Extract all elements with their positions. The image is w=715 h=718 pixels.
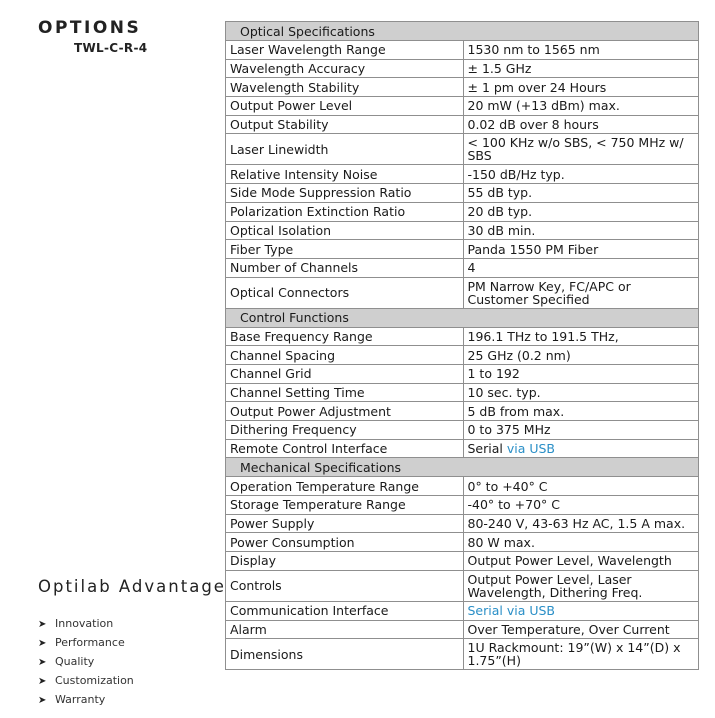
spec-label: Polarization Extinction Ratio: [226, 202, 464, 221]
spec-value: [463, 601, 699, 620]
spec-value-text: ± 1.5 GHz: [467, 61, 532, 77]
table-row: [226, 59, 699, 78]
spec-value-text: 0.02 dB over 8 hours: [467, 117, 599, 133]
spec-value: [463, 221, 699, 240]
table-row: [226, 115, 699, 134]
table-row: [226, 421, 699, 440]
spec-value: [463, 439, 699, 458]
table-row: [226, 78, 699, 97]
specifications-table: [225, 21, 699, 670]
spec-value-text: 5 dB from max.: [467, 403, 565, 419]
spec-value-text: -40° to +70° C: [467, 497, 560, 513]
table-row: [226, 134, 699, 165]
spec-value: [463, 346, 699, 365]
table-row: [226, 327, 699, 346]
table-row: [226, 570, 699, 601]
spec-value: [463, 402, 699, 421]
spec-value-text: 30 dB min.: [467, 222, 536, 238]
advantage-item: ➤ Warranty: [38, 690, 134, 709]
spec-label: Channel Grid: [226, 364, 464, 383]
table-row: [226, 439, 699, 458]
spec-value: [463, 533, 699, 552]
spec-value-text: 80 W max.: [467, 534, 535, 550]
spec-value-text: 4: [467, 260, 476, 276]
spec-value: [463, 184, 699, 203]
spec-value: [463, 134, 699, 165]
table-row: [226, 165, 699, 184]
spec-value: [463, 78, 699, 97]
section-header: [226, 458, 699, 477]
spec-label: Communication Interface: [226, 601, 464, 620]
spec-value-text: Over Temperature, Over Current: [467, 621, 670, 637]
spec-label: Power Supply: [226, 514, 464, 533]
spec-value-text: 1530 nm to 1565 nm: [467, 42, 600, 58]
spec-label: Output Power Level: [226, 97, 464, 116]
table-row: [226, 277, 699, 308]
spec-value: [463, 364, 699, 383]
spec-label: Wavelength Stability: [226, 78, 464, 97]
spec-label: Power Consumption: [226, 533, 464, 552]
spec-value-text: Output Power Level, Wavelength: [467, 553, 672, 569]
table-row: [226, 383, 699, 402]
spec-value-text: Panda 1550 PM Fiber: [467, 241, 599, 257]
arrow-icon: ➤: [38, 638, 47, 649]
spec-value: [463, 115, 699, 134]
advantage-item: ➤ Customization: [38, 671, 134, 690]
spec-label: Dithering Frequency: [226, 421, 464, 440]
arrow-icon: ➤: [38, 619, 47, 630]
spec-value-text: 55 dB typ.: [467, 185, 533, 201]
spec-value-text: 20 dB typ.: [467, 204, 533, 220]
table-row: [226, 221, 699, 240]
spec-value-text: 196.1 THz to 191.5 THz,: [467, 328, 619, 344]
spec-label: Laser Linewidth: [226, 134, 464, 165]
spec-value: [463, 477, 699, 496]
section-title: Optical Specifications: [226, 22, 699, 41]
table-row: [226, 514, 699, 533]
spec-label: Operation Temperature Range: [226, 477, 464, 496]
advantage-list: [38, 614, 134, 709]
spec-label: Output Power Adjustment: [226, 402, 464, 421]
spec-value: [463, 421, 699, 440]
section-title: Mechanical Specifications: [226, 458, 699, 477]
table-row: [226, 364, 699, 383]
spec-value-text: 10 sec. typ.: [467, 384, 541, 400]
usb-link[interactable]: via USB: [506, 441, 556, 457]
table-row: [226, 184, 699, 203]
advantage-item: ➤ Quality: [38, 652, 134, 671]
options-block: [38, 18, 223, 55]
spec-label: Optical Isolation: [226, 221, 464, 240]
spec-label: Laser Wavelength Range: [226, 41, 464, 60]
usb-link[interactable]: Serial via USB: [467, 603, 556, 619]
spec-label: Display: [226, 552, 464, 571]
spec-label: Base Frequency Range: [226, 327, 464, 346]
spec-value: [463, 570, 699, 601]
spec-value: [463, 639, 699, 670]
spec-value-text: 0° to +40° C: [467, 478, 548, 494]
table-row: [226, 202, 699, 221]
spec-value-text: -150 dB/Hz typ.: [467, 166, 565, 182]
spec-label: Output Stability: [226, 115, 464, 134]
spec-label: Channel Spacing: [226, 346, 464, 365]
table-row: [226, 601, 699, 620]
section-header: [226, 308, 699, 327]
spec-value: [463, 41, 699, 60]
spec-label: Wavelength Accuracy: [226, 59, 464, 78]
table-row: [226, 258, 699, 277]
spec-value-text: PM Narrow Key, FC/APC or Customer Specified: [467, 278, 635, 307]
arrow-icon: ➤: [38, 695, 47, 706]
spec-value-text: 1 to 192: [467, 366, 520, 382]
spec-value: [463, 97, 699, 116]
table-row: [226, 639, 699, 670]
table-row: [226, 533, 699, 552]
table-row: [226, 240, 699, 259]
spec-label: Fiber Type: [226, 240, 464, 259]
advantage-item: ➤ Innovation: [38, 614, 134, 633]
spec-value: [463, 202, 699, 221]
options-title: OPTIONS: [38, 18, 142, 38]
spec-value: [463, 620, 699, 639]
table-row: [226, 346, 699, 365]
spec-value: [463, 514, 699, 533]
spec-value: [463, 59, 699, 78]
advantage-title: Optilab Advantage: [38, 577, 226, 596]
table-row: [226, 552, 699, 571]
spec-label: Storage Temperature Range: [226, 496, 464, 515]
spec-value: [463, 383, 699, 402]
table-row: [226, 620, 699, 639]
spec-value-text: Output Power Level, Laser Wavelength, Dithering Freq.: [467, 571, 643, 600]
spec-value: [463, 240, 699, 259]
spec-label: Controls: [226, 570, 464, 601]
table-row: [226, 41, 699, 60]
spec-value: [463, 165, 699, 184]
spec-value-text: 0 to 375 MHz: [467, 422, 551, 438]
spec-label: Remote Control Interface: [226, 439, 464, 458]
spec-label: Relative Intensity Noise: [226, 165, 464, 184]
spec-value: [463, 496, 699, 515]
spec-label: Optical Connectors: [226, 277, 464, 308]
spec-value-text: Serial: [467, 441, 507, 457]
section-header: [226, 22, 699, 41]
spec-value-text: 80-240 V, 43-63 Hz AC, 1.5 A max.: [467, 516, 686, 532]
spec-value: [463, 327, 699, 346]
spec-label: Dimensions: [226, 639, 464, 670]
spec-label: Channel Setting Time: [226, 383, 464, 402]
arrow-icon: ➤: [38, 676, 47, 687]
spec-value-text: ± 1 pm over 24 Hours: [467, 79, 607, 95]
table-row: [226, 496, 699, 515]
spec-value-text: 25 GHz (0.2 nm): [467, 347, 571, 363]
arrow-icon: ➤: [38, 657, 47, 668]
spec-value: [463, 277, 699, 308]
advantage-item: ➤ Performance: [38, 633, 134, 652]
model-number: TWL-C-R-4: [74, 41, 148, 55]
spec-value-text: < 100 KHz w/o SBS, < 750 MHz w/ SBS: [467, 135, 688, 164]
spec-value: [463, 552, 699, 571]
table-row: [226, 477, 699, 496]
spec-label: Side Mode Suppression Ratio: [226, 184, 464, 203]
spec-value-text: 20 mW (+13 dBm) max.: [467, 98, 620, 114]
spec-value-text: 1U Rackmount: 19”(W) x 14”(D) x 1.75”(H): [467, 640, 685, 669]
table-row: [226, 97, 699, 116]
table-row: [226, 402, 699, 421]
spec-label: Alarm: [226, 620, 464, 639]
spec-label: Number of Channels: [226, 258, 464, 277]
spec-value: [463, 258, 699, 277]
section-title: Control Functions: [226, 308, 699, 327]
